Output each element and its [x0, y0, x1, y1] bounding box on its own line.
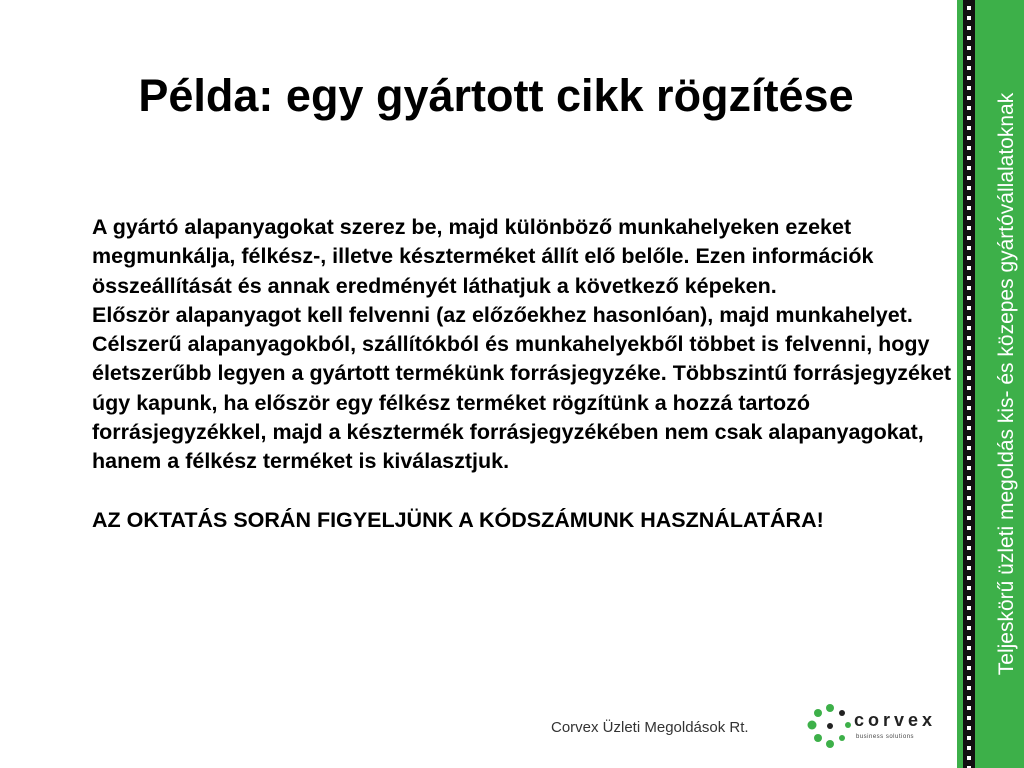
stripe-dot	[967, 516, 971, 520]
stripe-dot	[967, 466, 971, 470]
stripe-dot	[967, 556, 971, 560]
stripe-dot	[967, 386, 971, 390]
stripe-dot	[967, 456, 971, 460]
stripe-dot	[967, 746, 971, 750]
stripe-dot	[967, 306, 971, 310]
stripe-dot	[967, 86, 971, 90]
stripe-dot	[967, 656, 971, 660]
stripe-dot	[967, 166, 971, 170]
stripe-dot	[967, 376, 971, 380]
stripe-dot	[967, 296, 971, 300]
stripe-dot	[967, 96, 971, 100]
stripe-dot	[967, 706, 971, 710]
stripe-dot	[967, 316, 971, 320]
stripe-dot	[967, 616, 971, 620]
stripe-dot	[967, 726, 971, 730]
stripe-dot	[967, 736, 971, 740]
stripe-dot	[967, 356, 971, 360]
stripe-dot	[967, 476, 971, 480]
stripe-dot	[967, 626, 971, 630]
stripe-dot	[967, 586, 971, 590]
stripe-dot	[967, 146, 971, 150]
stripe-dot	[967, 266, 971, 270]
stripe-dot	[967, 506, 971, 510]
stripe-dot	[967, 406, 971, 410]
stripe-dot	[967, 526, 971, 530]
stripe-dot	[967, 546, 971, 550]
body-paragraph-2: Először alapanyagot kell felvenni (az előzőekhez hasonlóan), majd munkahelyet.	[92, 302, 913, 327]
stripe-dot	[967, 36, 971, 40]
footer-company-name: Corvex Üzleti Megoldások Rt.	[551, 719, 749, 736]
stripe-dot	[967, 276, 971, 280]
logo-wordmark: corvex	[854, 710, 937, 730]
stripe-dot	[967, 446, 971, 450]
dot-pattern	[963, 0, 975, 768]
stripe-dot	[967, 106, 971, 110]
stripe-dot	[967, 226, 971, 230]
stripe-dot	[967, 66, 971, 70]
stripe-dot	[967, 156, 971, 160]
stripe-dot	[967, 196, 971, 200]
stripe-dot	[967, 56, 971, 60]
body-paragraph-1: A gyártó alapanyagokat szerez be, majd különböző munkahelyeken ezeket megmunkálja, félkész-, illetve készterméket állít elő belőle. Ezen információk összeállítását és annak eredményét láthatjuk a következő képeken.	[92, 215, 874, 298]
stripe-dot	[967, 686, 971, 690]
stripe-dot	[967, 26, 971, 30]
stripe-dot	[967, 366, 971, 370]
stripe-dot	[967, 126, 971, 130]
side-tagline: Teljeskörű üzleti megoldás kis- és közepes gyártóvállalatoknak	[995, 92, 1018, 676]
stripe-dot	[967, 256, 971, 260]
stripe-dot	[967, 246, 971, 250]
stripe-dot	[967, 116, 971, 120]
stripe-dot	[967, 216, 971, 220]
slide-body	[92, 213, 952, 535]
stripe-dot	[967, 346, 971, 350]
paragraph-spacer	[92, 477, 952, 506]
stripe-dot	[967, 76, 971, 80]
stripe-dot	[967, 186, 971, 190]
stripe-dot	[967, 416, 971, 420]
stripe-dot	[967, 176, 971, 180]
stripe-dot	[967, 136, 971, 140]
stripe-dot	[967, 486, 971, 490]
notice-text: AZ OKTATÁS SORÁN FIGYELJÜNK A KÓDSZÁMUNK HASZNÁLATÁRA!	[92, 507, 824, 532]
corvex-logo	[806, 702, 937, 752]
dotted-stripe	[963, 0, 975, 768]
stripe-dot	[967, 426, 971, 430]
stripe-dot	[967, 326, 971, 330]
stripe-dot	[967, 46, 971, 50]
stripe-dot	[967, 716, 971, 720]
logo-dots-icon	[806, 702, 856, 752]
stripe-dot	[967, 666, 971, 670]
stripe-dot	[967, 676, 971, 680]
stripe-dot	[967, 496, 971, 500]
stripe-dot	[967, 396, 971, 400]
stripe-dot	[967, 696, 971, 700]
slide-title: Példa: egy gyártott cikk rögzítése	[138, 70, 854, 121]
stripe-dot	[967, 336, 971, 340]
body-paragraph-3: Célszerű alapanyagokból, szállítókból és munkahelyekből többet is felvenni, hogy életszerűbb legyen a gyártott termékünk forrásjegyzéke. Többszintű forrásjegyzéket úgy kapunk, ha először egy félkész terméket rögzítünk a hozzá tartozó forrásjegyzékkel, majd a késztermék forrásjegyzékében nem csak alapanyagokat, hanem a félkész terméket is kiválasztjuk.	[92, 332, 952, 474]
stripe-dot	[967, 636, 971, 640]
stripe-dot	[967, 286, 971, 290]
stripe-dot	[967, 6, 971, 10]
stripe-dot	[967, 576, 971, 580]
stripe-dot	[967, 566, 971, 570]
stripe-dot	[967, 596, 971, 600]
stripe-dot	[967, 436, 971, 440]
stripe-dot	[967, 646, 971, 650]
stripe-dot	[967, 606, 971, 610]
stripe-dot	[967, 236, 971, 240]
stripe-dot	[967, 16, 971, 20]
stripe-dot	[967, 536, 971, 540]
stripe-dot	[967, 206, 971, 210]
logo-tagline: business solutions	[856, 734, 915, 740]
stripe-dot	[967, 756, 971, 760]
